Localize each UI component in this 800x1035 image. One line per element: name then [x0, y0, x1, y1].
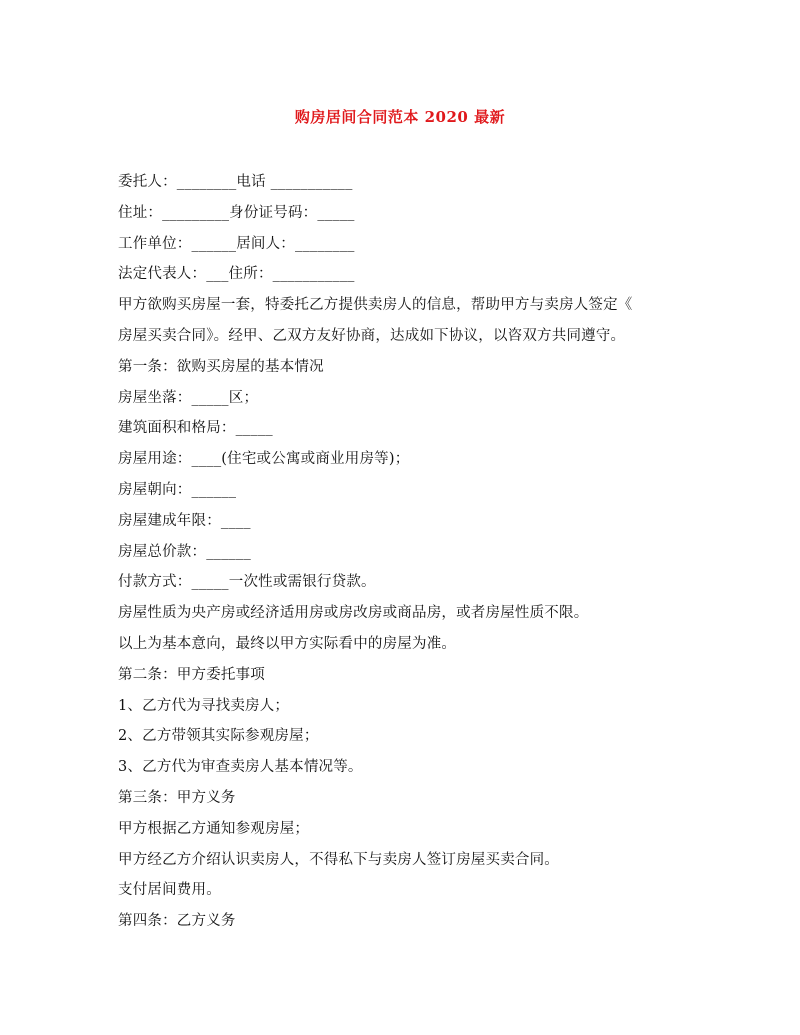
text-line: 委托人：________电话 ___________ [118, 174, 353, 190]
document-body [118, 167, 678, 937]
section-heading: 第一条：欲购买房屋的基本情况 [118, 358, 324, 375]
text-line: 房屋性质为央产房或经济适用房或房改房或商品房，或者房屋性质不限。 [118, 605, 589, 622]
text-line: 甲方根据乙方通知参观房屋； [118, 820, 310, 837]
list-item: 1、乙方代为寻找卖房人； [118, 697, 290, 714]
text-line: 房屋坐落：_____区； [118, 389, 259, 406]
text-line: 支付居间费用。 [118, 882, 221, 899]
text-line: 房屋朝向：______ [118, 481, 237, 498]
list-item: 2、乙方带领其实际参观房屋； [118, 728, 319, 745]
text-line: 付款方式：_____一次性或需银行贷款。 [118, 574, 376, 591]
text-line: 住址：_________身份证号码：_____ [118, 204, 355, 221]
text-line: 甲方欲购买房屋一套，特委托乙方提供卖房人的信息，帮助甲方与卖房人签定《 [118, 297, 633, 314]
text-line: 房屋总价款：______ [118, 543, 251, 560]
document-title: 购房居间合同范本 2020 最新 [294, 108, 506, 126]
section-heading: 第四条：乙方义务 [118, 913, 236, 930]
text-line: 房屋买卖合同》。经甲、乙双方友好协商，达成如下协议，以咨双方共同遵守。 [118, 327, 626, 344]
text-line: 甲方经乙方介绍认识卖房人，不得私下与卖房人签订房屋买卖合同。 [118, 851, 559, 868]
text-line: 法定代表人：___住所：___________ [118, 266, 355, 283]
text-line: 房屋用途：____(住宅或公寓或商业用房等)； [118, 451, 410, 468]
text-line: 以上为基本意向，最终以甲方实际看中的房屋为准。 [118, 635, 457, 652]
section-heading: 第三条：甲方义务 [118, 789, 236, 806]
text-line: 房屋建成年限：____ [118, 512, 251, 529]
list-item: 3、乙方代为审查卖房人基本情况等。 [118, 759, 363, 776]
section-heading: 第二条：甲方委托事项 [118, 666, 265, 683]
text-line: 工作单位：______居间人：________ [118, 235, 355, 252]
text-line: 建筑面积和格局：_____ [118, 420, 273, 437]
